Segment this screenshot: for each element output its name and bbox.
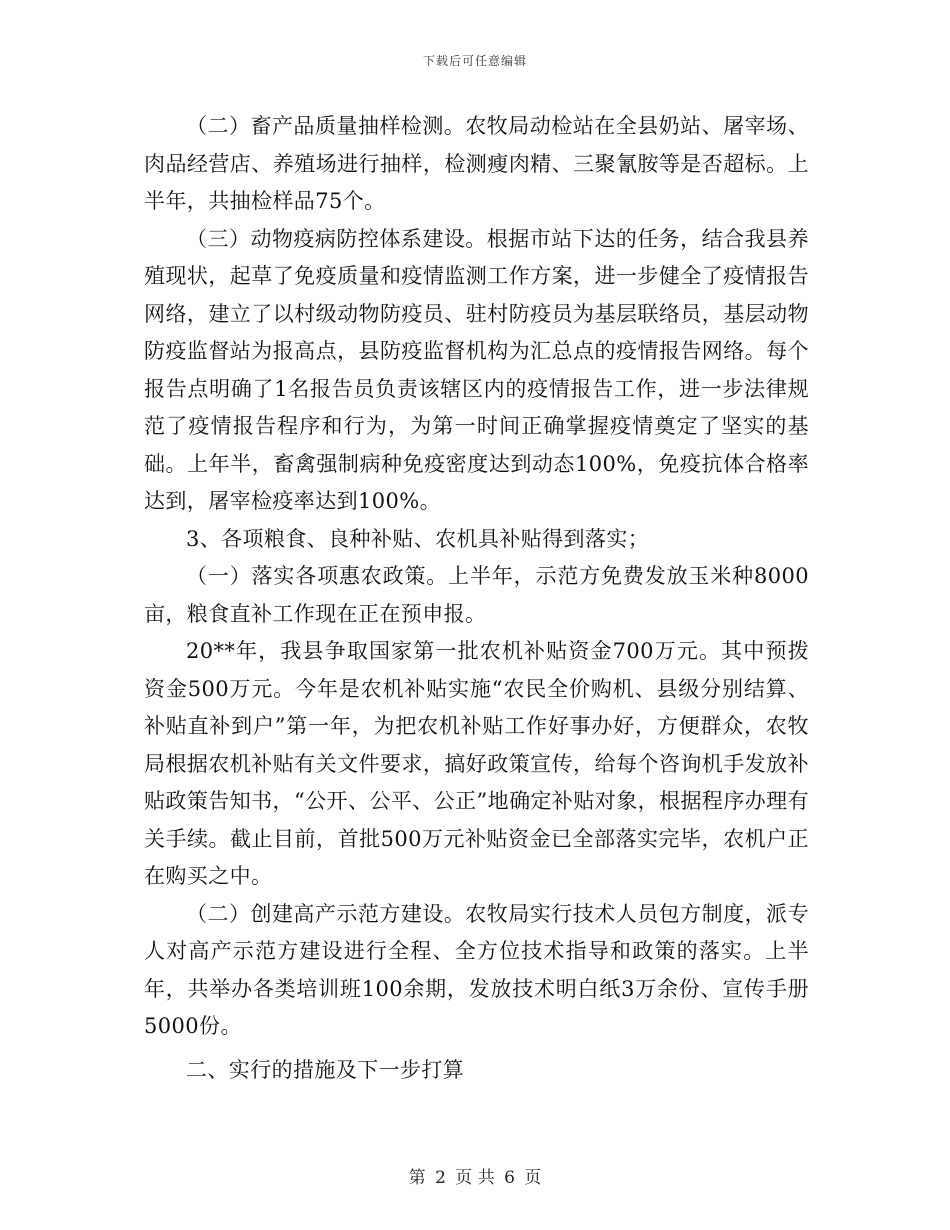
document-body <box>144 108 809 1089</box>
paragraph-livestock-sampling: （二）畜产品质量抽样检测。农牧局动检站在全县奶站、屠宰场、肉品经营店、养殖场进行抽样，检测瘦肉精、三聚氰胺等是否超标。上半年，共抽检样品75个。 <box>144 114 809 213</box>
footer-suffix: 页 <box>524 1168 542 1188</box>
footer-prefix: 第 <box>408 1168 426 1188</box>
header-note: 下载后可任意编辑 <box>422 54 527 68</box>
section-heading-measures: 二、实行的措施及下一步打算 <box>186 1057 465 1082</box>
page-footer <box>0 1163 950 1188</box>
footer-middle: 页 共 <box>455 1168 495 1188</box>
footer-page-number: 2 <box>435 1168 446 1188</box>
paragraph-demonstration-plot: （二）创建高产示范方建设。农牧局实行技术人员包方制度，派专人对高产示范方建设进行全程、全方位技术指导和政策的落实。上半年，共举办各类培训班100余期，发放技术明白纸3万余份、宣传手册5000份。 <box>144 901 809 1038</box>
footer-total-pages: 6 <box>504 1168 515 1188</box>
paragraph-farm-policy: （一）落实各项惠农政策。上半年，示范方免费发放玉米种8000亩，粮食直补工作现在正在预申报。 <box>144 564 809 626</box>
paragraph-machinery-subsidy: 20**年，我县争取国家第一批农机补贴资金700万元。其中预拨资金500万元。今年是农机补贴实施“农民全价购机、县级分别结算、补贴直补到户”第一年，为把农机补贴工作好事办好，方便群众，农牧局根据农机补贴有关文件要求，搞好政策宣传，给每个咨询机手发放补贴政策告知书，“公开、公平、公正”地确定补贴对象，根据程序办理有关手续。截止目前，首批500万元补贴资金已全部落实完毕，农机户正在购买之中。 <box>144 639 809 888</box>
paragraph-disease-control: （三）动物疫病防控体系建设。根据市站下达的任务，结合我县养殖现状，起草了免疫质量和疫情监测工作方案，进一步健全了疫情报告网络，建立了以村级动物防疫员、驻村防疫员为基层联络员，基层动物防疫监督站为报高点，县防疫监督机构为汇总点的疫情报告网络。每个报告点明确了1名报告员负责该辖区内的疫情报告工作，进一步法律规范了疫情报告程序和行为，为第一时间正确掌握疫情奠定了坚实的基础。上年半，畜禽强制病种免疫密度达到动态100%，免疫抗体合格率达到，屠宰检疫率达到100%。 <box>144 226 809 513</box>
paragraph-subsidy-heading: 3、各项粮食、良种补贴、农机具补贴得到落实； <box>186 526 650 551</box>
